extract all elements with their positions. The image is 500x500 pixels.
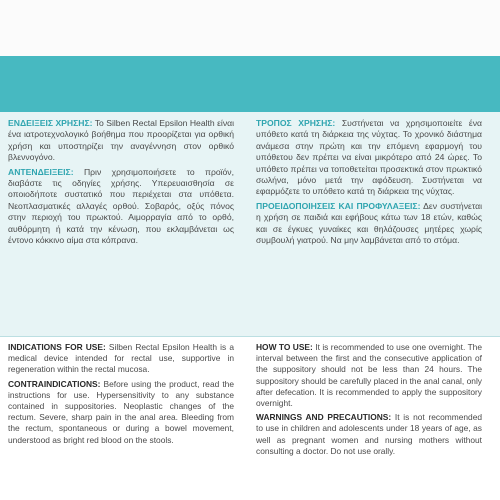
greek-indications: [8, 118, 234, 164]
package-top-edge: [0, 0, 500, 56]
english-contra-text: Before using the product, read the instructions for use. Hypersensitivity to any substance contained in suppositories. Neoplastic changes of the rectum. Severe, sharp pain in the anal area. Bleeding from the rectum, spontaneous or during a bowel movement, understood as bright red blood on the stools.: [8, 378, 234, 445]
english-contra-heading: CONTRAINDICATIONS:: [8, 378, 101, 389]
greek-contraindications: [8, 167, 234, 247]
greek-howto: [256, 118, 482, 198]
greek-left-column: [8, 118, 234, 249]
greek-right-column: [256, 118, 482, 249]
english-indications: [8, 342, 234, 376]
greek-indications-text: Το Silben Rectal Epsilon Health είναι ένα ιατροτεχνολογικό βοήθημα που προορίζεται για ορθική χρήση και υποστηρίζει την αναγέννηση στον ορθικό βλεννογόνο.: [8, 118, 234, 163]
english-howto: [256, 342, 482, 409]
english-indications-heading: INDICATIONS FOR USE:: [8, 342, 106, 352]
english-howto-text: It is recommended to use one overnight. The interval between the first and the consecutive application of the suppository should not be less than 24 hours. The suppository should be carefully placed in the anal canal, only after defecation. It is recommended to apply the suppository overnight.: [256, 342, 482, 409]
english-warnings-heading: WARNINGS AND PRECAUTIONS:: [256, 412, 392, 423]
teal-color-band: [0, 56, 500, 112]
english-howto-heading: HOW TO USE:: [256, 342, 313, 352]
english-contraindications: [8, 379, 234, 446]
greek-warnings-heading: ΠΡΟΕΙΔΟΠΟΙΗΣΕΙΣ ΚΑΙ ΠΡΟΦΥΛΑΞΕΙΣ:: [256, 200, 421, 211]
greek-contra-text: Πριν χρησιμοποιήσετε το προϊόν, διαβάστε τις οδηγίες χρήσης. Υπερευαισθησία σε οποιοδήποτε συστατικό που περιέχεται στα υπόθετα. Νεοπλασματικές αλλαγές ορθού. Σοβαρός, οξύς πόνος στην περιοχή του πρωκτού. Αιμορραγία από το ορθό, αυθόρμητη ή κατά την κένωση, που εκλαμβάνεται ως έντονο κόκκινο αίμα στα κόπρανα.: [8, 166, 234, 246]
english-right-column: [256, 342, 482, 460]
greek-howto-heading: ΤΡΟΠΟΣ ΧΡΗΣΗΣ:: [256, 118, 336, 128]
section-divider: [0, 336, 500, 337]
english-indications-text: Silben Rectal Epsilon Health is a medical device intended for rectal use, supportive in regeneration within the rectal mucosa.: [8, 342, 234, 375]
greek-warnings: [256, 201, 482, 247]
english-warnings: [256, 412, 482, 457]
greek-warnings-text: Δεν συστήνεται η χρήση σε παιδιά και εφήβους κάτω των 18 ετών, καθώς και σε έγκυες γυναίκες και θηλάζουσες μητέρες χωρίς συμβουλή γιατρού. Να μην λαμβάνεται από το στόμα.: [256, 200, 482, 246]
english-warnings-text: It is not recommended to use in children and adolescents under 18 years of age, as well as pregnant women and nursing mothers without consulting a doctor. Do not use orally.: [256, 412, 483, 456]
english-left-column: [8, 342, 234, 449]
greek-indications-heading: ΕΝΔΕΙΞΕΙΣ ΧΡΗΣΗΣ:: [8, 118, 93, 128]
greek-howto-text: Συστήνεται να χρησιμοποιείτε ένα υπόθετο κατά τη διάρκεια της νύχτας. Το χρονικό διάστημα ανάμεσα στην πρώτη και την επόμενη εφαρμογή του υπόθετου δεν πρέπει να είναι μικρότερο από 24 ώρες. Το υπόθετο πρέπει να τοποθετείται προσεκτικά στον πρωκτικό σωλήνα, μόνο μετά την αφόδευση. Συστήνεται να εφαρμόζετε το υπόθετο κατά τη διάρκεια της νύχτας.: [256, 118, 482, 197]
greek-contra-heading: ΑΝΤΕΝΔΕΙΞΕΙΣ:: [8, 166, 74, 177]
